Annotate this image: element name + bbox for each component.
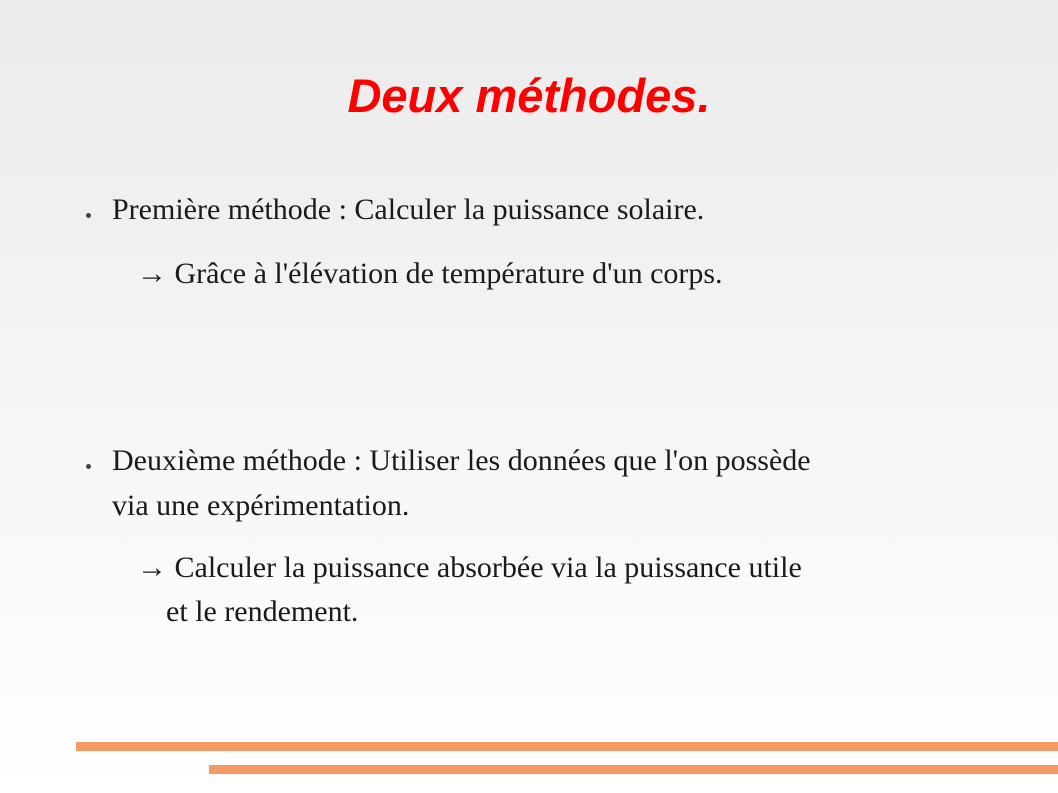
sub-item-text-continuation: et le rendement. [166, 595, 359, 628]
sub-item-text: → Grâce à l'élévation de température d'un corps. [137, 257, 723, 290]
bullet-text: Première méthode : Calculer la puissance solaire. [112, 193, 705, 226]
bullet-dot-icon [86, 464, 91, 469]
bullet-text: Deuxième méthode : Utiliser les données que l'on possède [112, 444, 811, 477]
footer-accent-line-lower [209, 765, 1058, 774]
slide-title: Deux méthodes. [347, 69, 711, 122]
bullet-text-continuation: via une expérimentation. [112, 489, 410, 522]
footer-accent-line-upper [76, 742, 1058, 751]
sub-item-text: → Calculer la puissance absorbée via la puissance utile [137, 551, 802, 584]
bullet-dot-icon [86, 213, 91, 218]
